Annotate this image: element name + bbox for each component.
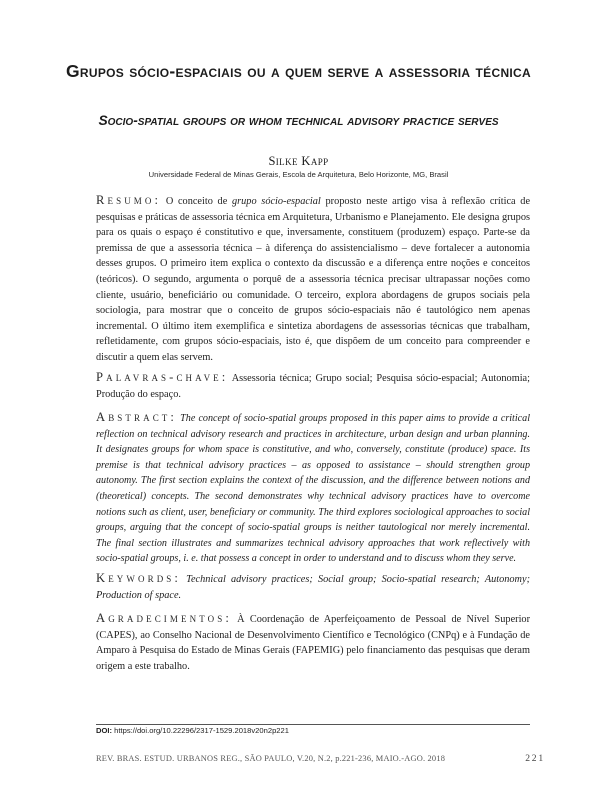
doi-label: DOI: [96, 726, 113, 735]
title-english: Socio-spatial groups or whom technical advisory practice serves [98, 113, 499, 128]
resumo-text: proposto neste artigo visa à reflexão crítica de pesquisas e práticas de assessoria técnica em Arquitetura, Urbanismo e Planejamento. Ele designa grupos para os quais o espaço é constitutivo e que, inversamente, constituem (produzem) espaço. Parte-se da premissa de que a assessoria técnica – à diferença do assistencialismo – deve fortalecer a autonomia desses grupos. O primeiro item explica o contexto da discussão e a diferença entre noções e conceitos (teóricos). O segundo, argumenta o porquê de a assessoria técnica precisar ultrapassar noções como cliente, usuário, beneficiário ou comunidade. O terceiro, explora abordagens de grupos sociais pela sociologia, para mostrar que o conceito de grupos sócio-espaciais não é tautológico nem apenas incremental. O último item exemplifica e sintetiza abordagens de assessorias técnicas que trabalham, refletidamente, com grupos sócio-espaciais, isto é, que dispõem de um conceito para compreender e discutir a quem elas servem. [96, 196, 531, 363]
doi-link[interactable]: https://doi.org/10.22296/2317-1529.2018v20n2p221 [114, 726, 289, 735]
keywords-heading: Keywords: [96, 571, 181, 585]
abstract-section [96, 410, 530, 567]
resumo-lead: O conceito de [165, 196, 228, 207]
palavras-chave-text: Assessoria técnica; Grupo social; Pesquisa sócio-espacial; Autonomia; Produção do espaço. [96, 373, 530, 400]
resumo-heading: Resumo: [96, 193, 162, 207]
agradecimentos-text: À Coordenação de Aperfeiçoamento de Pessoal de Nível Superior (CAPES), ao Conselho Nacional de Desenvolvimento Científico e Tecnológico (CNPq) e à Fundação de Amparo à Pesquisa do Estado de Minas Gerais (FAPEMIG) pelo financiamento das pesquisas que deram origem a este trabalho. [96, 614, 531, 672]
author-name: Silke Kapp [268, 154, 329, 168]
palavras-chave-section [96, 370, 530, 402]
doi-note [96, 724, 530, 735]
agradecimentos-heading: Agradecimentos: [96, 611, 232, 625]
keywords-text: Technical advisory practices; Social group; Socio-spatial research; Autonomy; Production of space. [96, 574, 530, 601]
keywords-section [96, 571, 530, 603]
agradecimentos-section [96, 611, 530, 674]
palavras-chave-heading: Palavras-chave: [96, 370, 229, 384]
page-footer [96, 754, 545, 763]
abstract-heading: Abstract: [96, 410, 178, 424]
title-portuguese: Grupos sócio-espaciais ou a quem serve a assessoria técnica [66, 61, 531, 81]
resumo-lead-italic: grupo sócio-espacial [232, 196, 321, 207]
author-affiliation: Universidade Federal de Minas Gerais, Escola de Arquitetura, Belo Horizonte, MG, Brasil [148, 170, 449, 179]
page-number: 221 [525, 753, 545, 764]
resumo-section [96, 193, 530, 366]
journal-citation: REV. BRAS. ESTUD. URBANOS REG., SÃO PAULO, V.20, N.2, p.221-236, MAIO.-AGO. 2018 [96, 754, 446, 763]
abstract-text: The concept of socio-spatial groups proposed in this paper aims to provide a critical reflection on technical advisory research and practices in architecture, urban design and urban planning. It designates groups for whom space is constitutive, and who, conversely, constitute (produce) space. Its premise is that technical advisory practices – as opposed to assistance – should strengthen group autonomy. The first section explains the context of the discussion, and the difference between notions and (theoretical) concepts. The second demonstrates why technical advisory practices have to overcome notions such as client, user, beneficiary or community. The third explores sociological approaches to social groups, arguing that the concept of socio-spatial groups is neither tautological nor merely incremental. The final section illustrates and summarizes technical advisory approaches that work reflectively with socio-spatial groups, i. e. that possess a concept in order to understand and to discuss whom they serve. [96, 413, 530, 565]
